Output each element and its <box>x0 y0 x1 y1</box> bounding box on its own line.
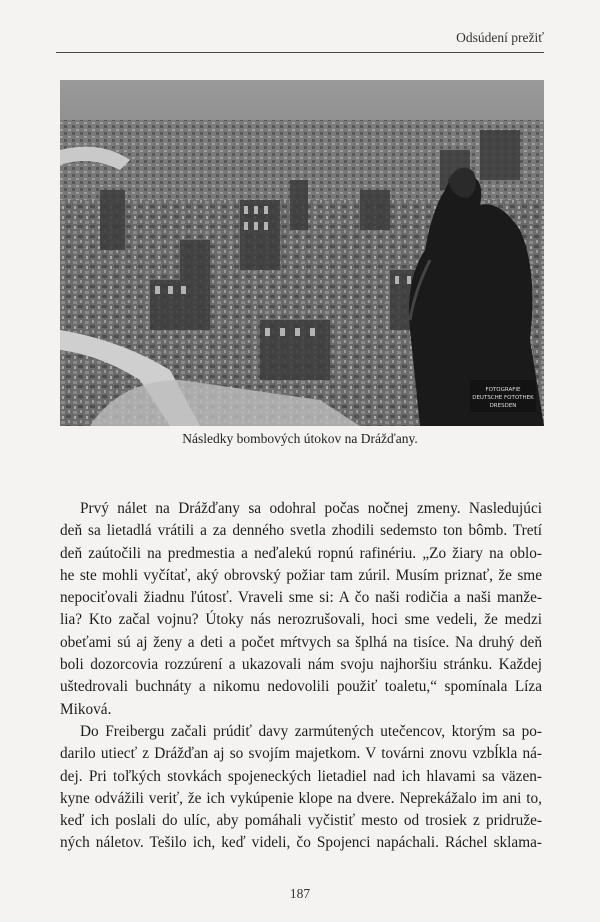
text-line: lia? Kto začal vojnu? Útoky nás nerozrušovali, hoci sme vedeli, že medzi <box>60 611 542 629</box>
photo-stamp <box>470 380 536 412</box>
paragraph <box>60 721 542 855</box>
text-line: dej. Pri toľkých stovkách spojeneckých lietadiel nad ich hlavami sa väzen- <box>60 767 542 785</box>
page-number: 187 <box>289 886 311 901</box>
svg-text:DRESDEN: DRESDEN <box>489 403 517 409</box>
text-line: he ste mohli vyčítať, aký obrovský požiar tam zúril. Musím priznať, že sme <box>60 566 542 584</box>
text-line: kyne odvážili veriť, že ich vykúpenie klope na dvere. Neprekážalo im ani to, <box>60 789 542 807</box>
text-line: boli dozorcovia rozzúrení a ukazovali nám svoju najhoršiu stránku. Každej <box>60 656 542 674</box>
svg-text:DEUTSCHE FOTOTHEK: DEUTSCHE FOTOTHEK <box>472 395 534 401</box>
text-line: Prvý nálet na Drážďany sa odohral počas nočnej zmeny. Nasledujúci <box>80 500 542 517</box>
text-line: Miková. <box>60 700 112 718</box>
text-line: darilo utiecť z Drážďan aj so svojím majetkom. V továrni znovu vzbĺkla ná- <box>60 745 542 763</box>
text-line: obeťami sú aj ženy a deti a počet mŕtvych sa šplhá na tisíce. Na druhý deň <box>60 633 542 651</box>
text-line: nepociťovali žiadnu ľútosť. Vraveli sme si: A čo naši rodičia a naši manže- <box>60 589 542 607</box>
text-line: keď ich poslali do ulíc, aby pomáhali vyčistiť mesto od trosiek z pridruže- <box>60 812 542 830</box>
figure-caption: Následky bombových útokov na Drážďany. <box>182 431 418 446</box>
photo-dresden-ruins <box>60 80 544 426</box>
svg-text:FOTOGRAFIE: FOTOGRAFIE <box>485 387 521 393</box>
text-line: Do Freibergu začali prúdiť davy zarmútených utečencov, ktorým sa po- <box>80 722 542 740</box>
paragraph <box>60 498 542 721</box>
page-header <box>56 18 544 53</box>
body-text <box>60 498 542 855</box>
text-line: deň zaútočili na predmestia a neďalekú ropnú rafinériu. „Zo žiary na oblo- <box>60 544 542 562</box>
text-line: uštedrovali buchnáty a nikomu nedovolili použiť toaletu,“ spomínala Líza <box>60 678 542 696</box>
text-line: ných náletov. Tešilo ich, keď videli, čo Spojenci napáchali. Ráchel sklama- <box>60 834 542 852</box>
text-line: deň sa lietadlá vrátili a za denného svetla zhodili sedemsto ton bômb. Tretí <box>60 522 542 540</box>
running-head: Odsúdení prežiť <box>456 30 544 45</box>
